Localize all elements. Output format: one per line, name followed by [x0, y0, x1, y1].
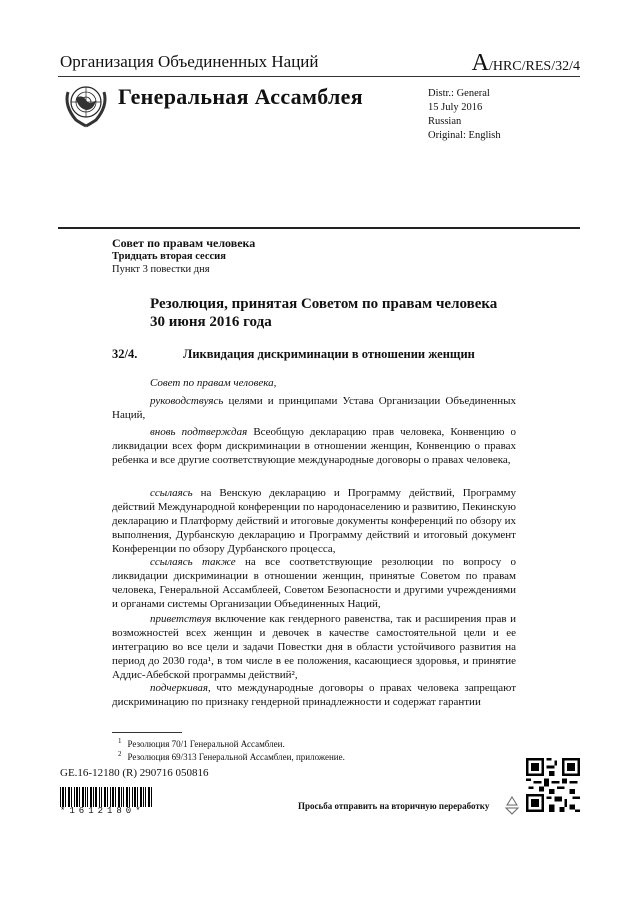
header-rule — [58, 76, 580, 77]
paragraph-lead: ссылаясь — [150, 487, 193, 499]
general-assembly-title: Генеральная Ассамблея — [118, 84, 363, 109]
distribution-block — [428, 87, 501, 143]
document-symbol — [472, 50, 580, 77]
job-number: GE.16-12180 (R) 290716 050816 — [60, 767, 209, 779]
paragraph-text: включение как гендерного равенства, так и расширения прав и возможностей всех женщин и девочек в качестве самостоятельной цели и ее интеграцию во все цели и задачи Повестки дня в области устойчивого развития на период до 2030 года¹, в том числе в ее положения, касающиеся здоровья, и принятие Аддис-Абебской программы действий², — [112, 613, 516, 681]
barcode-number: *1612180* — [60, 806, 145, 816]
barcode-icon — [60, 787, 152, 807]
footnote — [118, 750, 345, 762]
paragraph-lead: приветствуя — [150, 613, 212, 625]
footnote-mark: 1 — [118, 737, 122, 745]
thick-rule — [58, 227, 580, 229]
resolution-title — [150, 295, 550, 331]
paragraph — [112, 555, 516, 611]
paragraph-lead: Совет по правам человека, — [150, 377, 277, 389]
paragraph — [112, 394, 516, 422]
original-language: Original: English — [428, 130, 501, 141]
paragraph-text: на все соответствующие резолюции по вопросу о ликвидации дискриминации в отношении женщин, принятые Советом по правам человека, Генеральной Ассамблеей, Советом Безопасности и другими учреждениями и органами системы Организации Объединенных Наций, — [112, 556, 516, 610]
symbol-letter: A — [471, 50, 489, 76]
footnote — [118, 737, 285, 749]
distr-label: Distr.: General — [428, 88, 490, 99]
paragraph — [112, 612, 516, 682]
paragraph-lead: вновь подтверждая — [150, 426, 248, 438]
paragraph-text: Всеобщую декларацию прав человека, Конвенцию о ликвидации всех форм дискриминации в отношении женщин, Конвенцию о правах ребенка и все другие соответствующие международные договоры о правах человека, — [112, 426, 517, 466]
paragraph-lead: руководствуясь — [150, 395, 224, 407]
paragraph — [112, 425, 516, 467]
paragraph-text: , что международные договоры о правах человека запрещают дискриминацию по признаку гендерной принадлежности и содержат гарантии — [112, 682, 516, 708]
un-emblem-icon — [62, 80, 110, 128]
symbol-rest: /HRC/RES/32/4 — [488, 59, 580, 74]
agenda-item: Пункт 3 повестки дня — [112, 264, 210, 275]
paragraph-lead: подчеркивая — [150, 682, 209, 694]
council-name: Совет по правам человека — [112, 236, 256, 250]
resolution-name: Ликвидация дискриминации в отношении женщин — [183, 347, 475, 361]
session: Тридцать вторая сессия — [112, 251, 226, 262]
organization-name: Организация Объединенных Наций — [60, 52, 319, 71]
qr-code-icon — [526, 758, 580, 812]
paragraph-lead: ссылаясь также — [150, 556, 236, 568]
paragraph — [112, 681, 516, 709]
resolution-title-line: Резолюция, принятая Советом по правам человека — [150, 296, 498, 312]
language: Russian — [428, 116, 462, 127]
resolution-number: 32/4. — [112, 347, 138, 361]
footnote-text: Резолюция 69/313 Генеральной Ассамблеи, приложение. — [127, 752, 345, 762]
recycle-note: Просьба отправить на вторичную переработку — [298, 801, 490, 811]
issue-date: 15 July 2016 — [428, 102, 483, 113]
footnote-mark: 2 — [118, 750, 122, 758]
footnote-text: Резолюция 70/1 Генеральной Ассамблеи. — [127, 739, 285, 749]
paragraph — [112, 486, 516, 556]
footnote-rule — [112, 732, 182, 733]
resolution-date: 30 июня 2016 года — [150, 314, 272, 330]
paragraph-text: на Венскую декларацию и Программу действий, Программу действий Международной конференции по народонаселению и развитию, Пекинскую декларацию и Платформу действий и итоговые документы конференций по обзору их выполнения, Дурбанскую декларацию и Программу действий и итоговый документ Конференции по обзору Дурбанского процесса, — [112, 487, 516, 555]
paragraph-text: целями и принципами Устава Организации Объединенных Наций, — [112, 395, 516, 421]
recycle-icon — [502, 795, 522, 815]
paragraph — [112, 376, 516, 390]
